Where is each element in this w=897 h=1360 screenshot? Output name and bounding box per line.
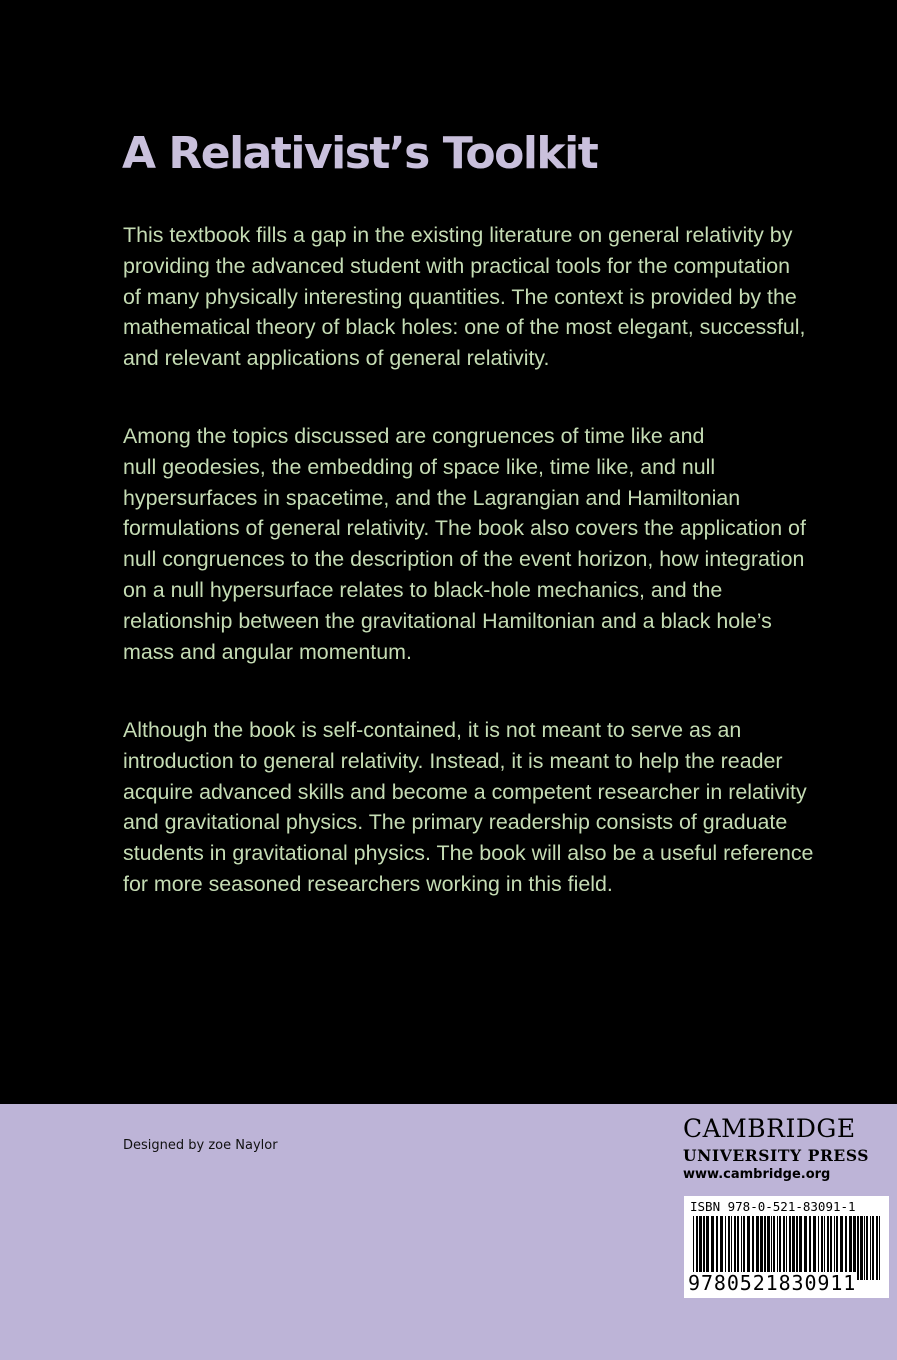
barcode-bar <box>870 1216 871 1280</box>
blurb-line: providing the advanced student with practical tools for the computation <box>123 253 791 278</box>
barcode-bar <box>866 1216 868 1280</box>
barcode-bar <box>860 1216 863 1280</box>
blurb-paragraph-1 <box>123 220 813 374</box>
publisher-url: www.cambridge.org <box>683 1167 831 1182</box>
blurb-line: null congruences to the description of the event horizon, how integration <box>123 547 805 572</box>
publisher-subtitle: UNIVERSITY PRESS <box>683 1146 870 1165</box>
blurb-line: students in gravitational physics. The book will also be a useful reference <box>123 841 814 866</box>
barcode-bar <box>864 1216 865 1280</box>
blurb-line: formulations of general relativity. The book also covers the application of <box>123 516 806 541</box>
blurb-line: null geodesies, the embedding of space like, time like, and null <box>123 454 716 479</box>
barcode-bar <box>857 1216 859 1280</box>
blurb-line: relationship between the gravitational Hamiltonian and a black hole’s <box>123 608 772 633</box>
blurb-line: of many physically interesting quantities. The context is provided by the <box>123 284 797 309</box>
blurb-line: Although the book is self-contained, it is not meant to serve as an <box>123 718 742 742</box>
blurb-line: introduction to general relativity. Instead, it is meant to help the reader <box>123 748 783 773</box>
blurb-line: This textbook fills a gap in the existing literature on general relativity by <box>123 223 793 247</box>
blurb-line: Among the topics discussed are congruences of time like and <box>123 424 705 448</box>
blurb-line: on a null hypersurface relates to black-hole mechanics, and the <box>123 577 723 602</box>
blurb-line: mass and angular momentum. <box>123 639 412 664</box>
blurb-line: acquire advanced skills and become a competent researcher in relativity <box>123 779 807 804</box>
publisher-logo <box>683 1112 893 1184</box>
ean-digits: 9780521830911 <box>688 1271 857 1295</box>
blurb-paragraph-3 <box>123 715 813 900</box>
publisher-name: CAMBRIDGE <box>683 1114 856 1143</box>
barcode-bar <box>872 1216 874 1280</box>
book-title: A Relativist’s Toolkit <box>122 128 598 179</box>
blurb-paragraph-2 <box>123 421 813 667</box>
isbn-label: ISBN 978-0-521-83091-1 <box>690 1199 856 1214</box>
blurb-line: and gravitational physics. The primary readership consists of graduate <box>123 810 788 835</box>
blurb-line: and relevant applications of general relativity. <box>123 346 550 371</box>
barcode-box <box>684 1196 889 1298</box>
blurb-line: for more seasoned researchers working in this field. <box>123 871 613 896</box>
blurb-line: hypersurfaces in spacetime, and the Lagrangian and Hamiltonian <box>123 485 741 510</box>
barcode-bar <box>876 1216 878 1280</box>
blurb-line: mathematical theory of black holes: one of the most elegant, successful, <box>123 315 806 340</box>
barcode-bar <box>879 1216 880 1280</box>
designer-credit: Designed by zoe Naylor <box>123 1138 278 1153</box>
